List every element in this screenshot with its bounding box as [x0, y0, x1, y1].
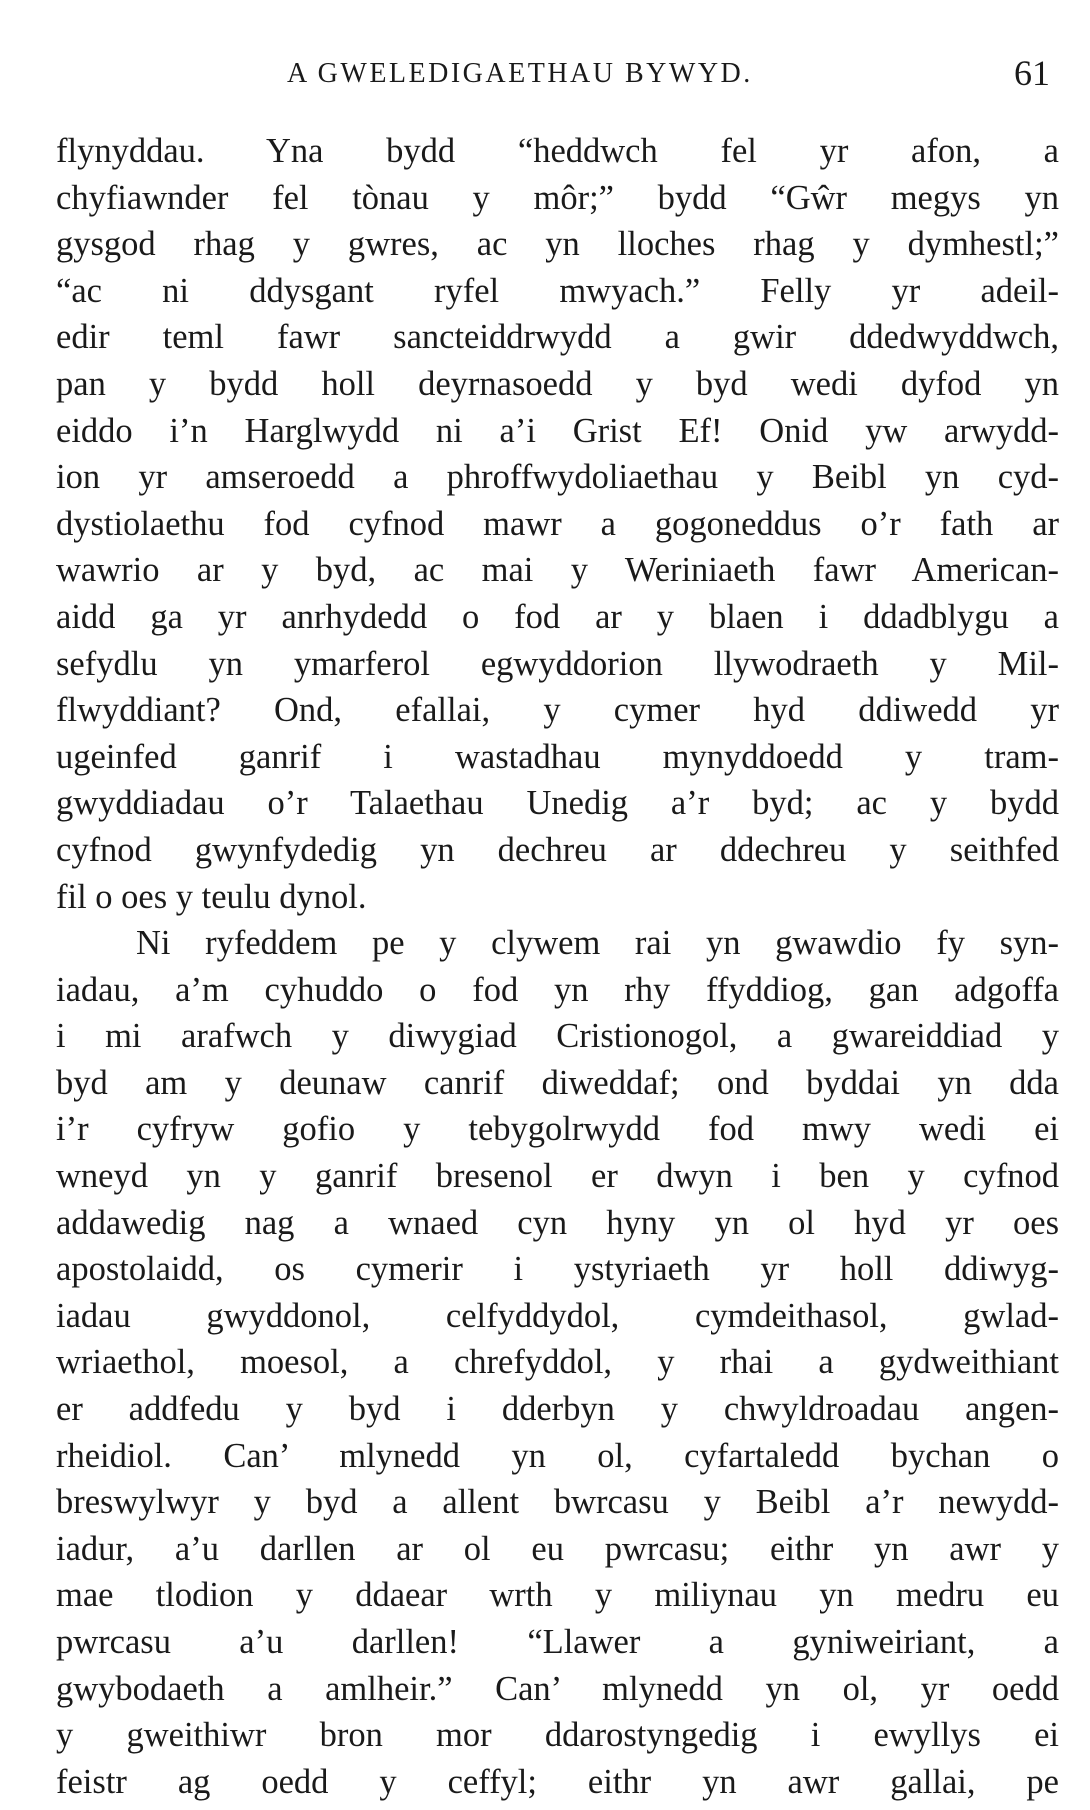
text-line: wriaethol, moesol, a chrefyddol, y rhai a gydweithiant	[56, 1343, 1059, 1382]
text-line: ion yr amseroedd a phroffwydoliaethau y Beibl yn cyd-	[56, 458, 1059, 497]
text-line: iadau gwyddonol, celfyddydol, cymdeithasol, gwlad-	[56, 1296, 1059, 1335]
text-line: i’r cyfryw gofio y tebygolrwydd fod mwy wedi ei	[56, 1110, 1059, 1149]
text-line: byd am y deunaw canrif diweddaf; ond byddai yn dda	[56, 1063, 1059, 1102]
text-line: eiddo i’n Harglwydd ni a’i Grist Ef! Onid yw arwydd-	[56, 411, 1059, 450]
text-line: pan y bydd holl deyrnasoedd y byd wedi dyfod yn	[56, 364, 1059, 403]
text-line: gysgod rhag y gwres, ac yn lloches rhag y dymhestl;”	[56, 225, 1059, 264]
page-header	[40, 52, 1050, 102]
text-line: i mi arafwch y diwygiad Cristionogol, a gwareiddiad y	[56, 1017, 1059, 1056]
text-line: flynyddau. Yna bydd “heddwch fel yr afon, a	[56, 132, 1059, 170]
text-line: gwyddiadau o’r Talaethau Unedig a’r byd; ac y bydd	[56, 784, 1059, 823]
text-line: wawrio ar y byd, ac mai y Weriniaeth fawr American-	[56, 551, 1059, 590]
page-number: 61	[1014, 53, 1050, 93]
text-line: aidd ga yr anrhydedd o fod ar y blaen i ddadblygu a	[56, 597, 1059, 636]
text-line: addawedig nag a wnaed cyn hyny yn ol hyd yr oes	[56, 1203, 1059, 1242]
text-line: edir teml fawr sancteiddrwydd a gwir ddedwyddwch,	[56, 318, 1059, 357]
text-line: sefydlu yn ymarferol egwyddorion llywodraeth y Mil-	[56, 644, 1059, 683]
text-line: “ac ni ddysgant ryfel mwyach.” Felly yr adeil-	[56, 271, 1059, 310]
text-line: wneyd yn y ganrif bresenol er dwyn i ben y cyfnod	[56, 1157, 1059, 1196]
text-line: breswylwyr y byd a allent bwrcasu y Beibl a’r newydd-	[56, 1483, 1059, 1522]
text-line: ugeinfed ganrif i wastadhau mynyddoedd y tram-	[56, 737, 1059, 776]
text-line: rheidiol. Can’ mlynedd yn ol, cyfartaledd bychan o	[56, 1436, 1059, 1475]
text-line: Ni ryfeddem pe y clywem rai yn gwawdio fy syn-	[136, 924, 1059, 963]
text-line: gwybodaeth a amlheir.” Can’ mlynedd yn ol, yr oedd	[56, 1669, 1059, 1708]
running-title: A GWELEDIGAETHAU BYWYD.	[287, 58, 753, 89]
text-line: er addfedu y byd i dderbyn y chwyldroadau angen-	[56, 1390, 1059, 1429]
text-line: iadau, a’m cyhuddo o fod yn rhy ffyddiog, gan adgoffa	[56, 970, 1059, 1009]
text-line: apostolaidd, os cymerir i ystyriaeth yr holl ddiwyg-	[56, 1250, 1059, 1289]
text-line: dystiolaethu fod cyfnod mawr a gogoneddus o’r fath ar	[56, 504, 1059, 543]
text-line: cyfnod gwynfydedig yn dechreu ar ddechreu y seithfed	[56, 830, 1059, 869]
text-line: feistr ag oedd y ceffyl; eithr yn awr gallai, pe	[56, 1762, 1059, 1801]
text-line: iadur, a’u darllen ar ol eu pwrcasu; eithr yn awr y	[56, 1529, 1059, 1568]
text-line: y gweithiwr bron mor ddarostyngedig i ewyllys ei	[56, 1716, 1059, 1755]
text-line: chyfiawnder fel tònau y môr;” bydd “Gŵr megys yn	[56, 178, 1059, 217]
text-line: flwyddiant? Ond, efallai, y cymer hyd ddiwedd yr	[56, 691, 1059, 730]
text-line: pwrcasu a’u darllen! “Llawer a gyniweiriant, a	[56, 1623, 1059, 1661]
text-line: fil o oes y teulu dynol.	[56, 877, 367, 916]
text-line: mae tlodion y ddaear wrth y miliynau yn medru eu	[56, 1576, 1059, 1615]
body-text	[56, 128, 1059, 1805]
